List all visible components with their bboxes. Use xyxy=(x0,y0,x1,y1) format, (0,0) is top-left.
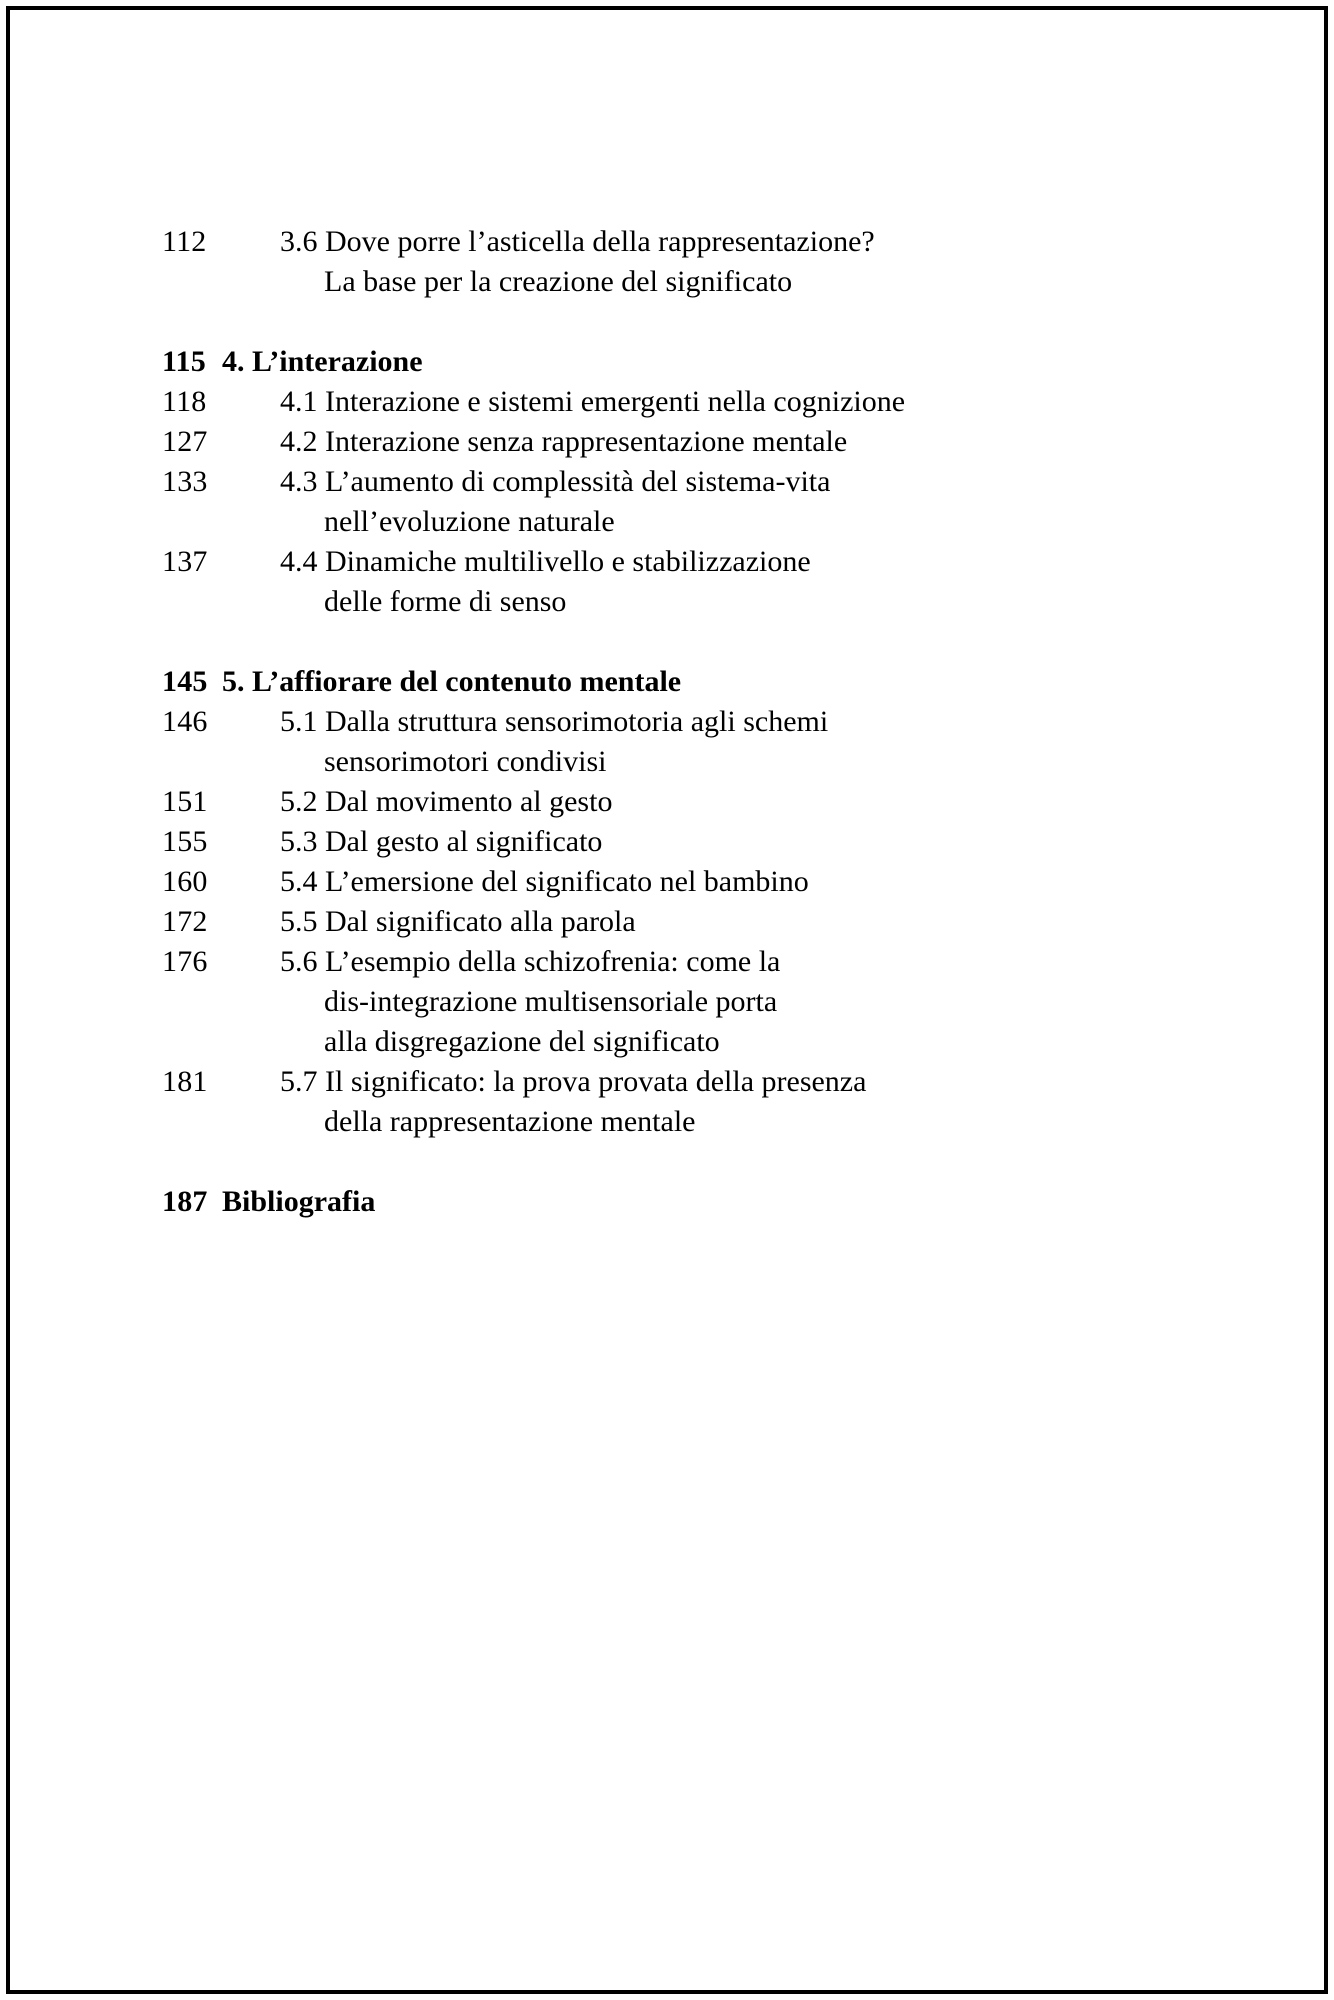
toc-entry-continuation-line: La base per la creazione del significato xyxy=(324,265,793,298)
toc-row[interactable] xyxy=(10,422,1324,462)
toc-entry-continuation-line: alla disgregazione del significato xyxy=(324,1025,720,1058)
toc-entry-title xyxy=(280,862,1324,902)
toc-entry-line: 5.2 Dal movimento al gesto xyxy=(280,785,613,818)
toc-row[interactable] xyxy=(10,822,1324,862)
toc-row[interactable] xyxy=(10,662,1324,702)
toc-entry-title xyxy=(280,702,1324,782)
toc-entry-title xyxy=(280,422,1324,462)
toc-entry-line: 5. L’affiorare del contenuto mentale xyxy=(222,665,682,698)
toc-row[interactable] xyxy=(10,1182,1324,1222)
toc-page-number: 160 xyxy=(162,865,208,898)
toc-entry-continuation-line: della rappresentazione mentale xyxy=(324,1105,696,1138)
toc-row[interactable] xyxy=(10,542,1324,622)
toc-row[interactable] xyxy=(10,782,1324,822)
toc-entry-continuation-line: dis-integrazione multisensoriale porta xyxy=(324,985,778,1018)
toc-entry-line: Bibliografia xyxy=(222,1185,376,1218)
toc-entry-line: 4.2 Interazione senza rappresentazione mentale xyxy=(280,425,848,458)
toc-row[interactable] xyxy=(10,342,1324,382)
toc-row[interactable] xyxy=(10,702,1324,782)
toc-entry-line: 5.3 Dal gesto al significato xyxy=(280,825,603,858)
toc-entry-continuation-line: nell’evoluzione naturale xyxy=(324,505,615,538)
toc-entry-title xyxy=(280,382,1324,422)
toc-row[interactable] xyxy=(10,222,1324,302)
toc-entry-line: 3.6 Dove porre l’asticella della rappresentazione? xyxy=(280,225,875,258)
toc-row[interactable] xyxy=(10,382,1324,422)
toc-page-number: 176 xyxy=(162,945,208,978)
toc-page-number: 112 xyxy=(162,225,207,258)
toc-entry-title xyxy=(280,782,1324,822)
toc-entry-title xyxy=(280,542,1324,622)
toc-row[interactable] xyxy=(10,942,1324,1062)
toc-page-number: 155 xyxy=(162,825,208,858)
toc-entry-line: 4.4 Dinamiche multilivello e stabilizzazione xyxy=(280,545,811,578)
toc-page-number: 187 xyxy=(162,1185,208,1218)
toc-entry-line: 5.1 Dalla struttura sensorimotoria agli schemi xyxy=(280,705,829,738)
table-of-contents xyxy=(10,10,1324,1222)
toc-entry-line: 5.5 Dal significato alla parola xyxy=(280,905,636,938)
toc-entry-title xyxy=(280,902,1324,942)
toc-page-number: 127 xyxy=(162,425,208,458)
toc-page-number: 145 xyxy=(162,665,208,698)
toc-entry-line: 4.1 Interazione e sistemi emergenti nella cognizione xyxy=(280,385,906,418)
toc-entry-line: 5.7 Il significato: la prova provata della presenza xyxy=(280,1065,867,1098)
toc-entry-title xyxy=(280,1062,1324,1142)
toc-row[interactable] xyxy=(10,862,1324,902)
toc-row[interactable] xyxy=(10,1062,1324,1142)
toc-entry-title xyxy=(280,942,1324,1062)
toc-entry-title xyxy=(222,342,1324,382)
toc-page-number: 115 xyxy=(162,345,206,378)
toc-entry-title xyxy=(280,462,1324,542)
toc-page-number: 146 xyxy=(162,705,208,738)
toc-entry-line: 5.4 L’emersione del significato nel bambino xyxy=(280,865,809,898)
toc-row[interactable] xyxy=(10,902,1324,942)
toc-entry-title xyxy=(280,822,1324,862)
toc-entry-continuation-line: delle forme di senso xyxy=(324,585,567,618)
toc-entry-line: 5.6 L’esempio della schizofrenia: come la xyxy=(280,945,781,978)
toc-page-number: 133 xyxy=(162,465,208,498)
toc-page-number: 172 xyxy=(162,905,208,938)
toc-page-number: 181 xyxy=(162,1065,208,1098)
toc-row[interactable] xyxy=(10,462,1324,542)
toc-entry-title xyxy=(280,222,1324,302)
toc-page-number: 137 xyxy=(162,545,208,578)
toc-entry-line: 4. L’interazione xyxy=(222,345,423,378)
toc-entry-line: 4.3 L’aumento di complessità del sistema-vita xyxy=(280,465,831,498)
toc-page-number: 151 xyxy=(162,785,208,818)
page-frame xyxy=(6,6,1328,1994)
toc-page-number: 118 xyxy=(162,385,207,418)
toc-entry-title xyxy=(222,1182,1324,1222)
toc-entry-title xyxy=(222,662,1324,702)
toc-entry-continuation-line: sensorimotori condivisi xyxy=(324,745,607,778)
